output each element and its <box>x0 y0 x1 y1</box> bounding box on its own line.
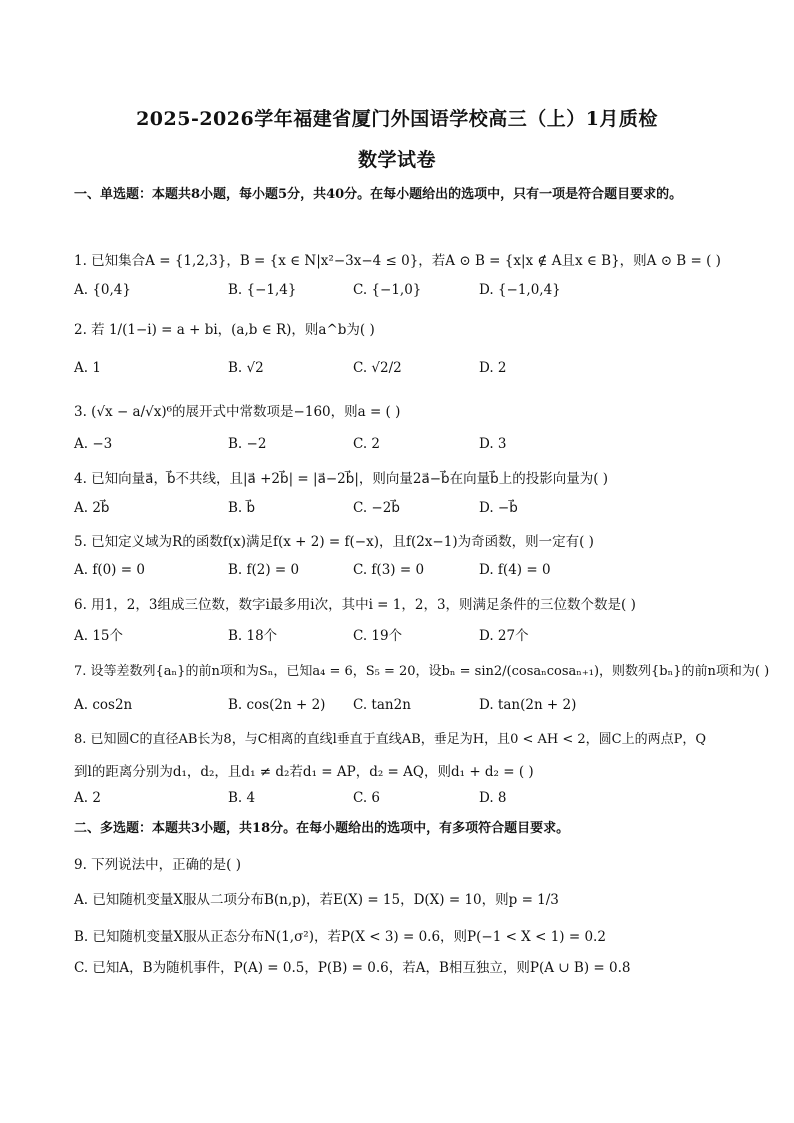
question-2-stem: 2. 若 1/(1−i) = a + bi，(a,b ∈ R)，则a^b为( ) <box>74 322 375 338</box>
section-single-choice: 一、单选题：本题共8小题，每小题5分，共40分。在每小题给出的选项中，只有一项是符合题目要求的。 <box>74 187 683 202</box>
question-3-stem: 3. (√x − a/√x)⁶的展开式中常数项是−160，则a = ( ) <box>74 404 401 420</box>
q5-option-c: C. f(3) = 0 <box>353 562 425 578</box>
q5-option-b: B. f(2) = 0 <box>228 562 300 578</box>
q7-option-a: A. cos2n <box>74 697 133 713</box>
q9-statement-a: A. 已知随机变量X服从二项分布B(n,p)，若E(X) = 15，D(X) = 10，则p = 1/3 <box>74 892 559 908</box>
q3-option-d: D. 3 <box>479 436 507 452</box>
exam-subtitle: 数学试卷 <box>357 149 436 171</box>
q1-option-c: C. {−1,0} <box>353 282 422 298</box>
q5-option-d: D. f(4) = 0 <box>479 562 551 578</box>
q8-option-c: C. 6 <box>353 790 381 806</box>
q6-option-b: B. 18个 <box>228 628 278 644</box>
q8-option-b: B. 4 <box>228 790 256 806</box>
question-8-stem: 8. 已知圆C的直径AB长为8，与C相离的直线l垂直于直线AB，垂足为H，且0 < AH < 2，圆C上的两点P，Q <box>74 732 707 747</box>
q8-option-d: D. 8 <box>479 790 507 806</box>
q9-statement-c: C. 已知A，B为随机事件，P(A) = 0.5，P(B) = 0.6，若A，B相互独立，则P(A ∪ B) = 0.8 <box>74 960 631 976</box>
q1-option-d: D. {−1,0,4} <box>479 282 561 298</box>
q3-option-b: B. −2 <box>228 436 267 452</box>
q6-option-d: D. 27个 <box>479 628 529 644</box>
q1-option-a: A. {0,4} <box>74 282 131 298</box>
q5-option-a: A. f(0) = 0 <box>74 562 145 578</box>
q8-option-a: A. 2 <box>74 790 101 806</box>
q3-option-a: A. −3 <box>74 436 113 452</box>
question-7-stem: 7. 设等差数列{aₙ}的前n项和为Sₙ，已知a₄ = 6，S₅ = 20，设bₙ = sin2/(cosaₙcosaₙ₊₁)，则数列{bₙ}的前n项和为( ) <box>74 664 770 679</box>
section-multiple-choice: 二、多选题：本题共3小题，共18分。在每小题给出的选项中，有多项符合题目要求。 <box>74 821 570 836</box>
q2-option-d: D. 2 <box>479 360 507 376</box>
q2-option-c: C. √2/2 <box>353 360 402 376</box>
q4-option-d: D. −b⃗ <box>479 500 518 516</box>
question-4-stem: 4. 已知向量a⃗，b⃗不共线，且|a⃗ +2b⃗| = |a⃗−2b⃗|，则向量2a⃗−b⃗在向量b⃗上的投影向量为( ) <box>74 471 609 487</box>
question-9-stem: 9. 下列说法中，正确的是( ) <box>74 857 241 873</box>
q7-option-c: C. tan2n <box>353 697 411 713</box>
q6-option-c: C. 19个 <box>353 628 403 644</box>
question-6-stem: 6. 用1，2，3组成三位数，数字i最多用i次，其中i = 1，2，3，则满足条件的三位数个数是( ) <box>74 597 636 613</box>
q2-option-a: A. 1 <box>74 360 101 376</box>
q1-option-b: B. {−1,4} <box>228 282 297 298</box>
q6-option-a: A. 15个 <box>74 628 124 644</box>
q7-option-b: B. cos(2n + 2) <box>228 697 326 713</box>
q7-option-d: D. tan(2n + 2) <box>479 697 577 713</box>
question-8-stem-line2: 到l的距离分别为d₁，d₂，且d₁ ≠ d₂若d₁ = AP，d₂ = AQ，则d₁ + d₂ = ( ) <box>74 764 534 780</box>
question-5-stem: 5. 已知定义域为R的函数f(x)满足f(x + 2) = f(−x)，且f(2x−1)为奇函数，则一定有( ) <box>74 534 594 550</box>
exam-title: 2025-2026学年福建省厦门外国语学校高三（上）1月质检 <box>136 108 658 130</box>
q9-statement-b: B. 已知随机变量X服从正态分布N(1,σ²)，若P(X < 3) = 0.6，则P(−1 < X < 1) = 0.2 <box>74 929 606 945</box>
q4-option-a: A. 2b⃗ <box>74 500 110 516</box>
q2-option-b: B. √2 <box>228 360 264 376</box>
q4-option-b: B. b⃗ <box>228 500 256 516</box>
q3-option-c: C. 2 <box>353 436 381 452</box>
question-1-stem: 1. 已知集合A = {1,2,3}，B = {x ∈ N|x²−3x−4 ≤ 0}，若A ⊙ B = {x|x ∉ A且x ∈ B}，则A ⊙ B = ( ) <box>74 253 721 269</box>
q4-option-c: C. −2b⃗ <box>353 500 400 516</box>
